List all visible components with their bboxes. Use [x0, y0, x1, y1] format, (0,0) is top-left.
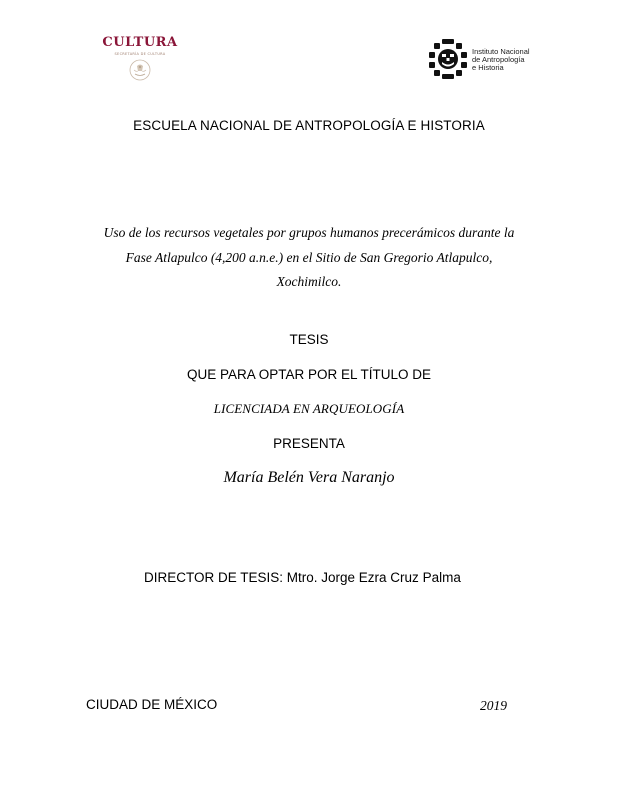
thesis-title-line: Xochimilco.	[276, 274, 342, 289]
inah-logo-line: e Historia	[472, 63, 504, 72]
cultura-logo	[100, 34, 180, 84]
degree-title: LICENCIADA EN ARQUEOLOGÍA	[213, 401, 405, 416]
school-name: ESCUELA NACIONAL DE ANTROPOLOGÍA E HISTORIA	[133, 118, 485, 133]
city: CIUDAD DE MÉXICO	[86, 697, 218, 712]
inah-logo-line: de Antropología	[472, 55, 525, 64]
author-name: María Belén Vera Naranjo	[223, 469, 395, 486]
inah-logo	[428, 38, 548, 82]
cultura-logo-word: CULTURA	[102, 35, 178, 50]
thesis-director: DIRECTOR DE TESIS: Mtro. Jorge Ezra Cruz Palma	[144, 570, 461, 585]
inah-logo-text	[472, 48, 552, 72]
degree-purpose: QUE PARA OPTAR POR EL TÍTULO DE	[186, 367, 432, 382]
document-type: TESIS	[289, 332, 329, 347]
mexican-coat-of-arms-icon	[129, 59, 151, 81]
thesis-title-line: Fase Atlapulco (4,200 a.n.e.) en el Sitio de San Gregorio Atlapulco,	[125, 249, 493, 265]
year: 2019	[480, 698, 507, 713]
thesis-title	[86, 221, 532, 295]
presents-label: PRESENTA	[273, 436, 345, 451]
inah-emblem-icon	[428, 38, 468, 80]
inah-logo-line: Instituto Nacional	[472, 47, 530, 56]
thesis-title-line: Uso de los recursos vegetales por grupos humanos precerámicos durante la	[103, 225, 515, 240]
cultura-logo-subtitle: SECRETARÍA DE CULTURA	[114, 52, 166, 56]
